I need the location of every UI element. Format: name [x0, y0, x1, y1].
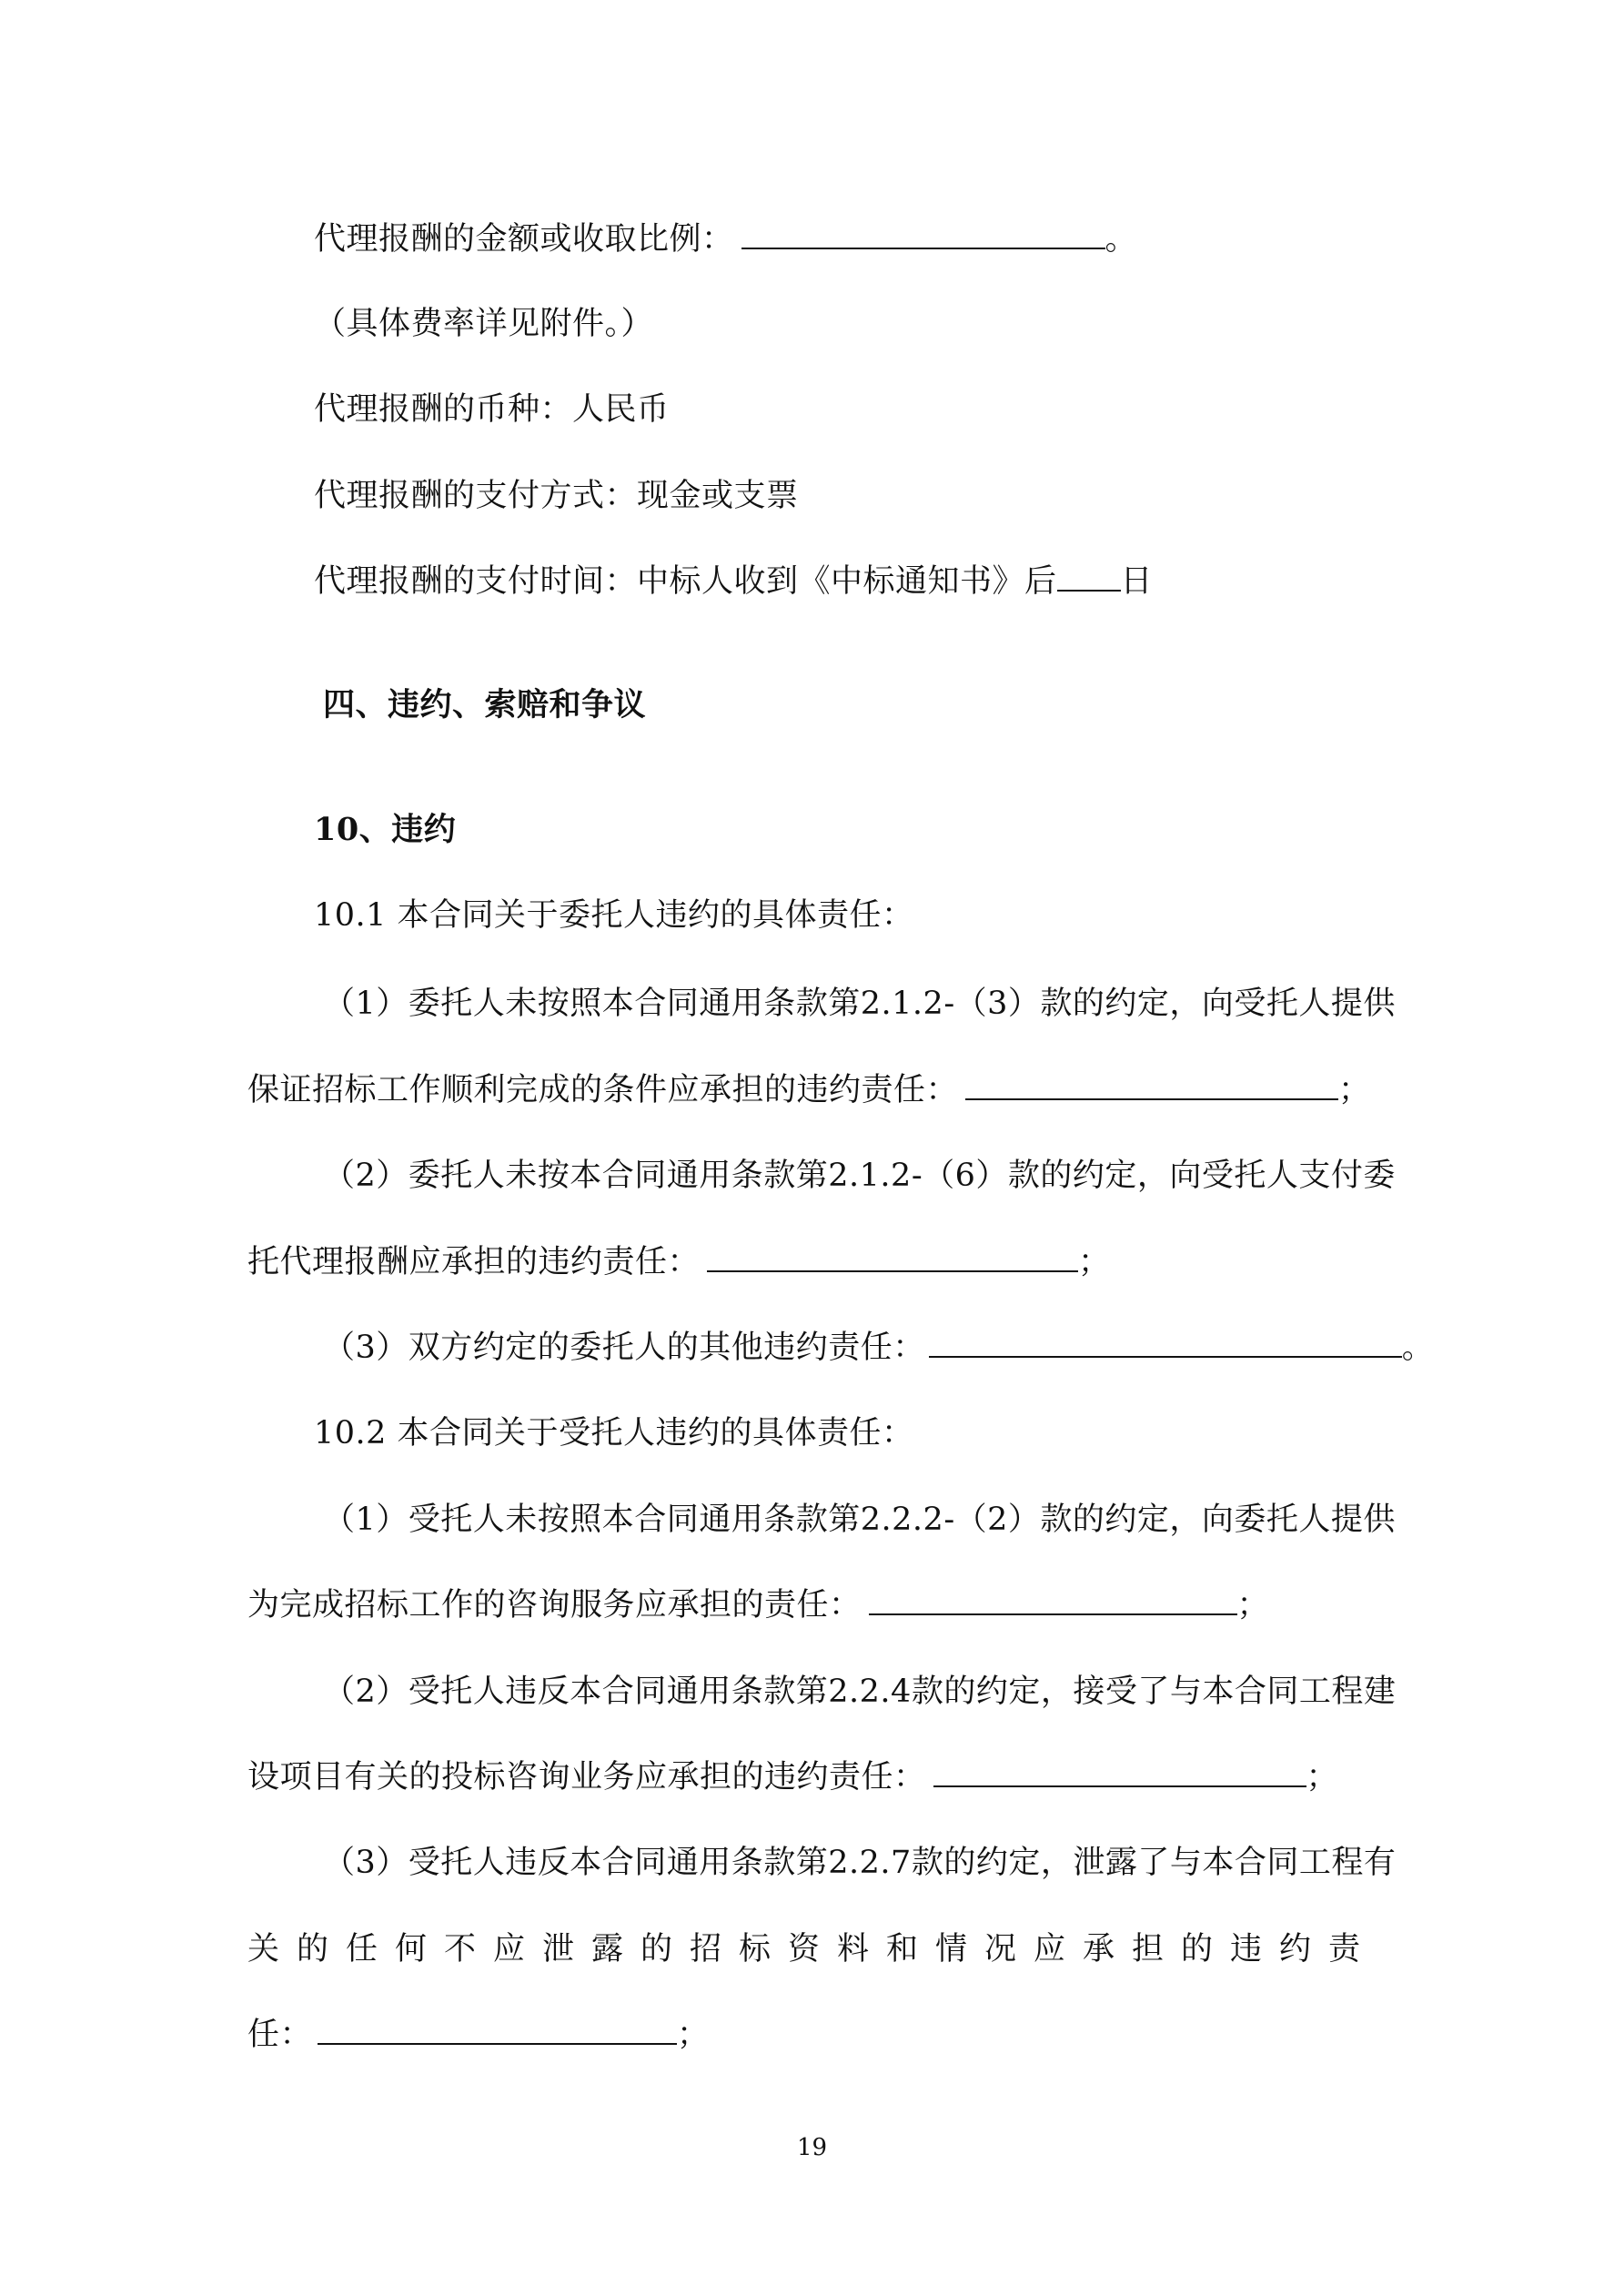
fee-amount-end: 。: [1105, 221, 1138, 258]
clause101-item1-end: ；: [1338, 1072, 1371, 1108]
clause101-item3-end: 。: [1401, 1330, 1435, 1366]
clause101-item2-end: ；: [1078, 1244, 1111, 1280]
clause101-item3-text: （3）双方约定的委托人的其他违约责任：: [323, 1330, 925, 1366]
clause101-item3-blank: [929, 1327, 1402, 1358]
clause102-item3-line2: 关的任何不应泄露的招标资料和情况应承担的违约责: [247, 1931, 1378, 1967]
clause102-item2-line1: （2）受托人违反本合同通用条款第2.2.4款的约定，接受了与本合同工程建: [323, 1674, 1397, 1710]
clause102-item2-end: ；: [1306, 1759, 1339, 1795]
clause101-item2-blank: [707, 1241, 1078, 1272]
clause102-item1-line2: [247, 1584, 1269, 1626]
clause102-item2-line2: [247, 1756, 1338, 1798]
clause101-item1-blank: [965, 1069, 1338, 1100]
clause10-title: 10、违约: [314, 811, 457, 848]
clause102-title: 10.2 本合同关于受托人违约的具体责任：: [314, 1415, 914, 1451]
fee-payment-time-line: [314, 561, 1153, 602]
fee-rate-note: （具体费率详见附件。）: [314, 306, 654, 342]
clause102-item3-line3: [247, 2014, 710, 2056]
clause101-item2-line1: （2）委托人未按本合同通用条款第2.1.2-（6）款的约定，向受托人支付委: [323, 1158, 1396, 1194]
clause102-item1-end: ；: [1236, 1587, 1270, 1623]
section4-title: 四、违约、索赔和争议: [323, 686, 647, 723]
fee-amount-blank: [741, 218, 1105, 249]
clause102-item1-blank: [869, 1584, 1237, 1615]
fee-payment-time-blank: [1057, 561, 1121, 592]
clause101-item2-line2: [247, 1241, 1111, 1283]
clause101-item1-text: 保证招标工作顺利完成的条件应承担的违约责任：: [247, 1072, 959, 1108]
fee-amount-line: [314, 218, 1137, 260]
fee-amount-label: 代理报酬的金额或收取比例：: [314, 221, 734, 258]
clause102-item1-line1: （1）受托人未按照本合同通用条款第2.2.2-（2）款的约定，向委托人提供: [323, 1502, 1396, 1538]
clause102-item2-text: 设项目有关的投标咨询业务应承担的违约责任：: [247, 1759, 926, 1795]
fee-payment-method: 代理报酬的支付方式：现金或支票: [314, 478, 799, 514]
fee-currency: 代理报酬的币种：人民币: [314, 391, 670, 428]
clause102-item1-text: 为完成招标工作的咨询服务应承担的责任：: [247, 1587, 862, 1623]
clause101-item2-text: 托代理报酬应承担的违约责任：: [247, 1244, 701, 1280]
clause102-item2-blank: [933, 1756, 1306, 1787]
clause102-item3-end: ；: [677, 2017, 710, 2053]
clause101-title: 10.1 本合同关于委托人违约的具体责任：: [314, 897, 914, 934]
clause102-item3-line1: （3）受托人违反本合同通用条款第2.2.7款的约定，泄露了与本合同工程有: [323, 1845, 1397, 1881]
clause101-item1-line1: （1）委托人未按照本合同通用条款第2.1.2-（3）款的约定，向受托人提供: [323, 986, 1396, 1022]
fee-payment-time-end: 日: [1120, 563, 1154, 600]
clause101-item1-line2: [247, 1069, 1371, 1111]
page-number: 19: [796, 2134, 828, 2161]
clause102-item3-text: 任：: [247, 2017, 313, 2053]
clause101-item3-line1: [323, 1327, 1434, 1369]
clause102-item3-blank: [318, 2014, 677, 2045]
fee-payment-time-label: 代理报酬的支付时间：中标人收到《中标通知书》后: [314, 563, 1057, 600]
